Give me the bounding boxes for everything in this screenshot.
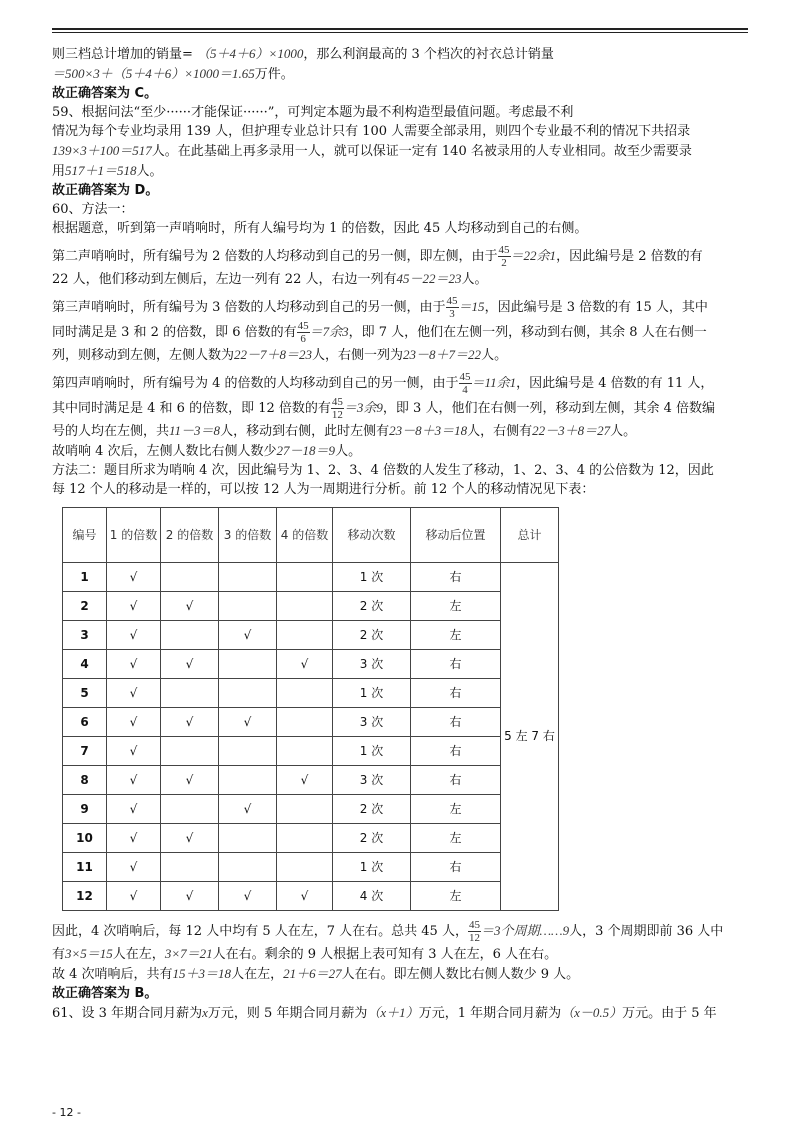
fraction: $\frac{45}{6}$ <box>297 320 309 345</box>
table-cell: √ <box>219 795 277 824</box>
row-number-cell: 10 <box>63 824 107 853</box>
table-cell <box>161 679 219 708</box>
table-cell: √ <box>161 766 219 795</box>
table-row <box>63 708 559 737</box>
table-cell <box>277 853 333 882</box>
text-line: 用517＋1＝518人。 <box>52 163 163 179</box>
table-cell: 右 <box>411 563 501 592</box>
text-line: 59、根据问法“至少······才能保证······”，可判定本题为最不利构造型最值问题。考虑最不利 <box>52 105 574 120</box>
table-cell: √ <box>277 650 333 679</box>
table-cell <box>219 737 277 766</box>
table-cell <box>219 650 277 679</box>
table-cell <box>161 853 219 882</box>
row-number-cell: 4 <box>63 650 107 679</box>
text-line: 139×3＋100＝517人。在此基础上再多录用一人，就可以保证一定有 140 名被录用的人专业相同。故至少需要录 <box>52 143 692 159</box>
table-cell <box>161 795 219 824</box>
table-cell: √ <box>107 679 161 708</box>
text-line: 有3×5＝15人在左，3×7＝21人在右。剩余的 9 人根据上表可知有 3 人在左，6 人在右。 <box>52 946 558 962</box>
table-cell <box>277 795 333 824</box>
table-header-row <box>63 508 559 563</box>
table-header-cell: 编号 <box>63 508 107 563</box>
table-header-cell: 2 的倍数 <box>161 508 219 563</box>
text-line: 第二声哨响时，所有编号为 2 倍数的人均移动到自己的另一侧，即左侧，由于 $\frac{45}{2}$ ＝22余1，因此编号是 2 倍数的有 <box>52 244 703 269</box>
table-cell: 右 <box>411 650 501 679</box>
text-line: 因此，4 次哨响后，每 12 人中均有 5 人在左，7 人在右。总共 45 人， $\frac{45}{12}$ ＝3个周期……9人，3 个周期即前 36 人中 <box>52 919 724 944</box>
table-cell: √ <box>161 824 219 853</box>
table-cell: √ <box>107 563 161 592</box>
table-cell: √ <box>107 882 161 911</box>
table-cell: 右 <box>411 679 501 708</box>
table-cell: √ <box>161 882 219 911</box>
table-cell <box>219 853 277 882</box>
table-cell: 左 <box>411 824 501 853</box>
text-line: 第三声哨响时，所有编号为 3 倍数的人均移动到自己的另一侧，由于 $\frac{45}{3}$ ＝15，因此编号是 3 倍数的有 15 人，其中 <box>52 295 708 320</box>
table-cell: 右 <box>411 737 501 766</box>
row-number-cell: 12 <box>63 882 107 911</box>
table-cell <box>277 708 333 737</box>
table-header-cell: 3 的倍数 <box>219 508 277 563</box>
table-cell: √ <box>277 882 333 911</box>
table-row <box>63 679 559 708</box>
table-cell: √ <box>107 824 161 853</box>
text-line: 情况为每个专业均录用 139 人，但护理专业总计只有 100 人需要全部录用，则四个专业最不利的情况下共招录 <box>52 124 691 139</box>
text-line: 每 12 个人的移动是一样的，可以按 12 人为一周期进行分析。前 12 个人的移动情况见下表： <box>52 482 595 497</box>
table-cell <box>219 563 277 592</box>
text-line: 根据题意，听到第一声哨响时，所有人编号均为 1 的倍数，因此 45 人均移动到自己的右侧。 <box>52 221 588 236</box>
table-cell: 2 次 <box>333 592 411 621</box>
text-line: 61、设 3 年期合同月薪为x万元，则 5 年期合同月薪为（x＋1）万元，1 年期合同月薪为（x－0.5）万元。由于 5 年 <box>52 1005 717 1021</box>
table-cell: √ <box>161 592 219 621</box>
table-cell <box>219 824 277 853</box>
table-cell: 2 次 <box>333 621 411 650</box>
table-cell: √ <box>107 766 161 795</box>
table-cell: 1 次 <box>333 853 411 882</box>
text-line: 60、方法一： <box>52 202 134 217</box>
table-cell: √ <box>219 621 277 650</box>
fraction: $\frac{45}{4}$ <box>459 371 471 396</box>
table-cell: 左 <box>411 621 501 650</box>
table-header-cell: 移动后位置 <box>411 508 501 563</box>
table-row <box>63 766 559 795</box>
table-cell <box>161 563 219 592</box>
table-cell <box>277 824 333 853</box>
table-cell: √ <box>107 708 161 737</box>
table-cell: √ <box>107 795 161 824</box>
table-row <box>63 853 559 882</box>
table-cell: 左 <box>411 795 501 824</box>
text-line: 号的人均在左侧，共11－3＝8人，移动到右侧，此时左侧有23－8＋3＝18人，右侧有22－3＋8＝27人。 <box>52 423 637 439</box>
answer-line: 故正确答案为 C。 <box>52 86 158 101</box>
text-line: 第四声哨响时，所有编号为 4 的倍数的人均移动到自己的另一侧，由于 $\frac{45}{4}$ ＝11余1，因此编号是 4 倍数的有 11 人， <box>52 371 714 396</box>
row-number-cell: 11 <box>63 853 107 882</box>
table-cell <box>161 621 219 650</box>
fraction: $\frac{45}{2}$ <box>498 244 510 269</box>
table-cell: 右 <box>411 853 501 882</box>
table-cell: √ <box>107 853 161 882</box>
table-cell: √ <box>107 737 161 766</box>
table-cell <box>277 679 333 708</box>
row-number-cell: 5 <box>63 679 107 708</box>
header-rule-thin <box>52 32 748 33</box>
table-cell <box>277 563 333 592</box>
table-cell: 2 次 <box>333 824 411 853</box>
table-body <box>63 563 559 911</box>
header-rule-thick <box>52 28 748 30</box>
table-cell: 1 次 <box>333 563 411 592</box>
page-content <box>52 44 752 1023</box>
table-cell <box>161 737 219 766</box>
row-number-cell: 6 <box>63 708 107 737</box>
fraction: $\frac{45}{12}$ <box>468 919 480 944</box>
table-cell: 3 次 <box>333 650 411 679</box>
table-row <box>63 563 559 592</box>
table-header-cell: 1 的倍数 <box>107 508 161 563</box>
table-row <box>63 737 559 766</box>
table-cell <box>277 621 333 650</box>
table-cell: √ <box>219 882 277 911</box>
table-cell <box>277 737 333 766</box>
text-line: 故 4 次哨响后，共有15＋3＝18人在左，21＋6＝27人在右。即左侧人数比右侧人数少 9 人。 <box>52 966 580 982</box>
row-number-cell: 7 <box>63 737 107 766</box>
table-row <box>63 621 559 650</box>
table-cell <box>277 592 333 621</box>
row-number-cell: 9 <box>63 795 107 824</box>
table-row <box>63 795 559 824</box>
table-cell: 1 次 <box>333 737 411 766</box>
table-cell: 3 次 <box>333 766 411 795</box>
table-header-cell: 4 的倍数 <box>277 508 333 563</box>
row-number-cell: 2 <box>63 592 107 621</box>
table-cell: 4 次 <box>333 882 411 911</box>
table-cell: 2 次 <box>333 795 411 824</box>
text-line: 方法二：题目所求为哨响 4 次，因此编号为 1、2、3、4 倍数的人发生了移动，1、2、3、4 的公倍数为 12，因此 <box>52 463 714 478</box>
table-header-cell: 总计 <box>501 508 559 563</box>
text-line: 其中同时满足是 4 和 6 的倍数，即 12 倍数的有 $\frac{45}{12}$ ＝3余9，即 3 人，他们在右侧一列，移动到左侧，其余 4 倍数编 <box>52 396 715 421</box>
text-line: 列，则移动到左侧，左侧人数为22－7＋8＝23人，右侧一列为23－8＋7＝22人。 <box>52 347 508 363</box>
row-number-cell: 1 <box>63 563 107 592</box>
table-cell: 左 <box>411 592 501 621</box>
table-row <box>63 592 559 621</box>
table-cell: 1 次 <box>333 679 411 708</box>
table-cell: 右 <box>411 766 501 795</box>
table-cell: √ <box>107 592 161 621</box>
page-number: - 12 - <box>52 1106 81 1119</box>
text-line: 则三档总计增加的销量= （5＋4＋6）×1000，那么利润最高的 3 个档次的衬衣总计销量 <box>52 46 554 62</box>
table-cell <box>219 679 277 708</box>
table-header-cell: 移动次数 <box>333 508 411 563</box>
table-cell: √ <box>277 766 333 795</box>
text-line: 故哨响 4 次后，左侧人数比右侧人数少27－18＝9人。 <box>52 443 362 459</box>
table-row <box>63 882 559 911</box>
table-cell: √ <box>107 621 161 650</box>
table-cell: √ <box>219 708 277 737</box>
row-number-cell: 8 <box>63 766 107 795</box>
fraction: $\frac{45}{3}$ <box>446 295 458 320</box>
text-line: ＝500×3＋（5＋4＋6）×1000＝1.65万件。 <box>52 66 294 82</box>
movement-table <box>62 507 559 911</box>
total-cell: 5 左 7 右 <box>501 563 559 911</box>
answer-line: 故正确答案为 D。 <box>52 183 159 198</box>
table-cell <box>219 766 277 795</box>
table-cell: √ <box>161 650 219 679</box>
answer-line: 故正确答案为 B。 <box>52 986 158 1001</box>
table-cell: 3 次 <box>333 708 411 737</box>
fraction: $\frac{45}{12}$ <box>331 396 343 421</box>
table-row <box>63 650 559 679</box>
table-cell <box>219 592 277 621</box>
table-cell: √ <box>107 650 161 679</box>
row-number-cell: 3 <box>63 621 107 650</box>
table-cell: 右 <box>411 708 501 737</box>
table-cell: 左 <box>411 882 501 911</box>
table-row <box>63 824 559 853</box>
text-line: 同时满足是 3 和 2 的倍数，即 6 倍数的有 $\frac{45}{6}$ ＝7余3，即 7 人，他们在左侧一列，移动到右侧，其余 8 人在右侧一 <box>52 320 707 345</box>
table-cell: √ <box>161 708 219 737</box>
text-line: 22 人，他们移动到左侧后，左边一列有 22 人，右边一列有45－22＝23人。 <box>52 271 488 287</box>
